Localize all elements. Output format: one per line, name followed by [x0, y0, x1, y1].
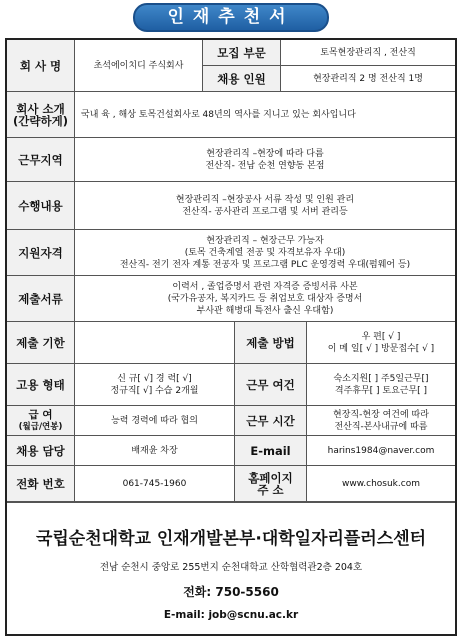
footer-address: 전남 순천시 중앙로 255번지 순천대학교 산학협력관2층 204호: [99, 562, 363, 573]
homepage-value[interactable]: www.chosuk.com: [307, 466, 455, 502]
submit-method-line-1: 우 편[ √ ]: [361, 331, 401, 342]
phone-label: 전화 번호: [7, 466, 75, 502]
homepage-label-line-1: 홈페이지: [248, 470, 293, 485]
work-condition-line-1: 숙소지원[ ] 주5일근무[]: [333, 373, 429, 384]
homepage-label: [235, 466, 307, 502]
qualification-label: 지원자격: [7, 230, 75, 276]
recruiter-label: 채용 담당: [7, 436, 75, 466]
recruit-dept-label: 모집 부문: [203, 40, 281, 66]
submit-method-line-2: 이 메 일[ √ ] 방문접수[ √ ]: [327, 343, 435, 354]
recruit-dept-value: 토목현장관리직 , 전산직: [281, 40, 455, 66]
documents-value: [75, 276, 455, 322]
footer-phone: 전화: 750-5560: [183, 585, 279, 599]
work-condition-value: [307, 364, 455, 406]
work-hours-label: 근무 시간: [235, 406, 307, 436]
phone-value: 061-745-1960: [75, 466, 235, 502]
qualification-line-2: (토목 건축계열 전공 및 자격보유자 우대): [184, 247, 346, 258]
employment-type-line-1: 신 규[ √] 경 력[ √]: [117, 373, 192, 384]
duties-label: 수행내용: [7, 182, 75, 230]
company-intro-label-main: 회사 소개: [16, 101, 65, 116]
work-location-line-1: 현장관리직 –현장에 따라 다름: [206, 148, 324, 159]
documents-line-3: 부사관 해병대 특전사 출신 우대함): [196, 305, 334, 316]
work-hours-line-2: 전산직-본사내규에 따름: [334, 421, 428, 432]
work-location-label: 근무지역: [7, 138, 75, 182]
page-title-banner: 인재추천서: [133, 3, 329, 32]
salary-label-main: 급 여: [28, 408, 53, 421]
duties-value: [75, 182, 455, 230]
company-intro-label-sub: (간략하게): [13, 113, 68, 128]
email-value[interactable]: harins1984@naver.com: [307, 436, 455, 466]
qualification-line-1: 현장관리직 – 현장근무 가능자: [206, 235, 324, 246]
deadline-label: 제출 기한: [7, 322, 75, 364]
submit-method-value: [307, 322, 455, 364]
deadline-value: [75, 322, 235, 364]
hire-count-label: 채용 인원: [203, 66, 281, 92]
work-condition-label: 근무 여건: [235, 364, 307, 406]
work-hours-line-1: 현장직-현장 여건에 따라: [333, 409, 429, 420]
salary-label-sub: (월급/연봉): [18, 421, 63, 432]
email-label: E-mail: [235, 436, 307, 466]
qualification-line-3: 전산직- 전기 전자 계통 전공자 및 프로그램 PLC 운영경력 우대(펌웨어 등): [119, 259, 411, 270]
recommendation-form: [5, 38, 457, 636]
work-location-value: [75, 138, 455, 182]
work-location-line-2: 전산직- 전남 순천 연향동 본점: [205, 160, 325, 171]
documents-line-1: 이력서 , 졸업증명서 관련 자격증 증빙서류 사본: [172, 281, 358, 292]
duties-line-1: 현장관리직 –현장공사 서류 작성 및 인원 관리: [175, 194, 355, 205]
footer: [7, 502, 455, 634]
work-hours-value: [307, 406, 455, 436]
duties-line-2: 전산직- 공사관리 프로그램 및 서버 관리등: [182, 206, 348, 217]
salary-label: [7, 406, 75, 436]
footer-email[interactable]: E-mail: job@scnu.ac.kr: [163, 609, 299, 621]
submit-method-label: 제출 방법: [235, 322, 307, 364]
company-name-value: 초석에이치디 주식회사: [75, 40, 203, 92]
salary-value: 능력 경력에 따라 협의: [75, 406, 235, 436]
company-intro-label: [7, 92, 75, 138]
homepage-label-line-2: 주 소: [257, 482, 284, 497]
documents-label: 제출서류: [7, 276, 75, 322]
work-condition-line-2: 격주휴무[ ] 토요근무[ ]: [334, 385, 428, 396]
footer-org-title: 국립순천대학교 인재개발본부·대학일자리플러스센터: [35, 529, 427, 549]
qualification-value: [75, 230, 455, 276]
documents-line-2: (국가유공자, 복지카드 등 취업보호 대상자 증명서: [167, 293, 363, 304]
employment-type-line-2: 정규직[ √] 수습 2개월: [110, 385, 199, 396]
company-name-label: 회 사 명: [7, 40, 75, 92]
company-intro-value: 국내 육 , 해상 토목건설회사로 48년의 역사를 지니고 있는 회사입니다: [75, 92, 455, 138]
employment-type-value: [75, 364, 235, 406]
hire-count-value: 현장관리직 2 명 전산직 1명: [281, 66, 455, 92]
recruiter-value: 배재윤 차장: [75, 436, 235, 466]
employment-type-label: 고용 형태: [7, 364, 75, 406]
